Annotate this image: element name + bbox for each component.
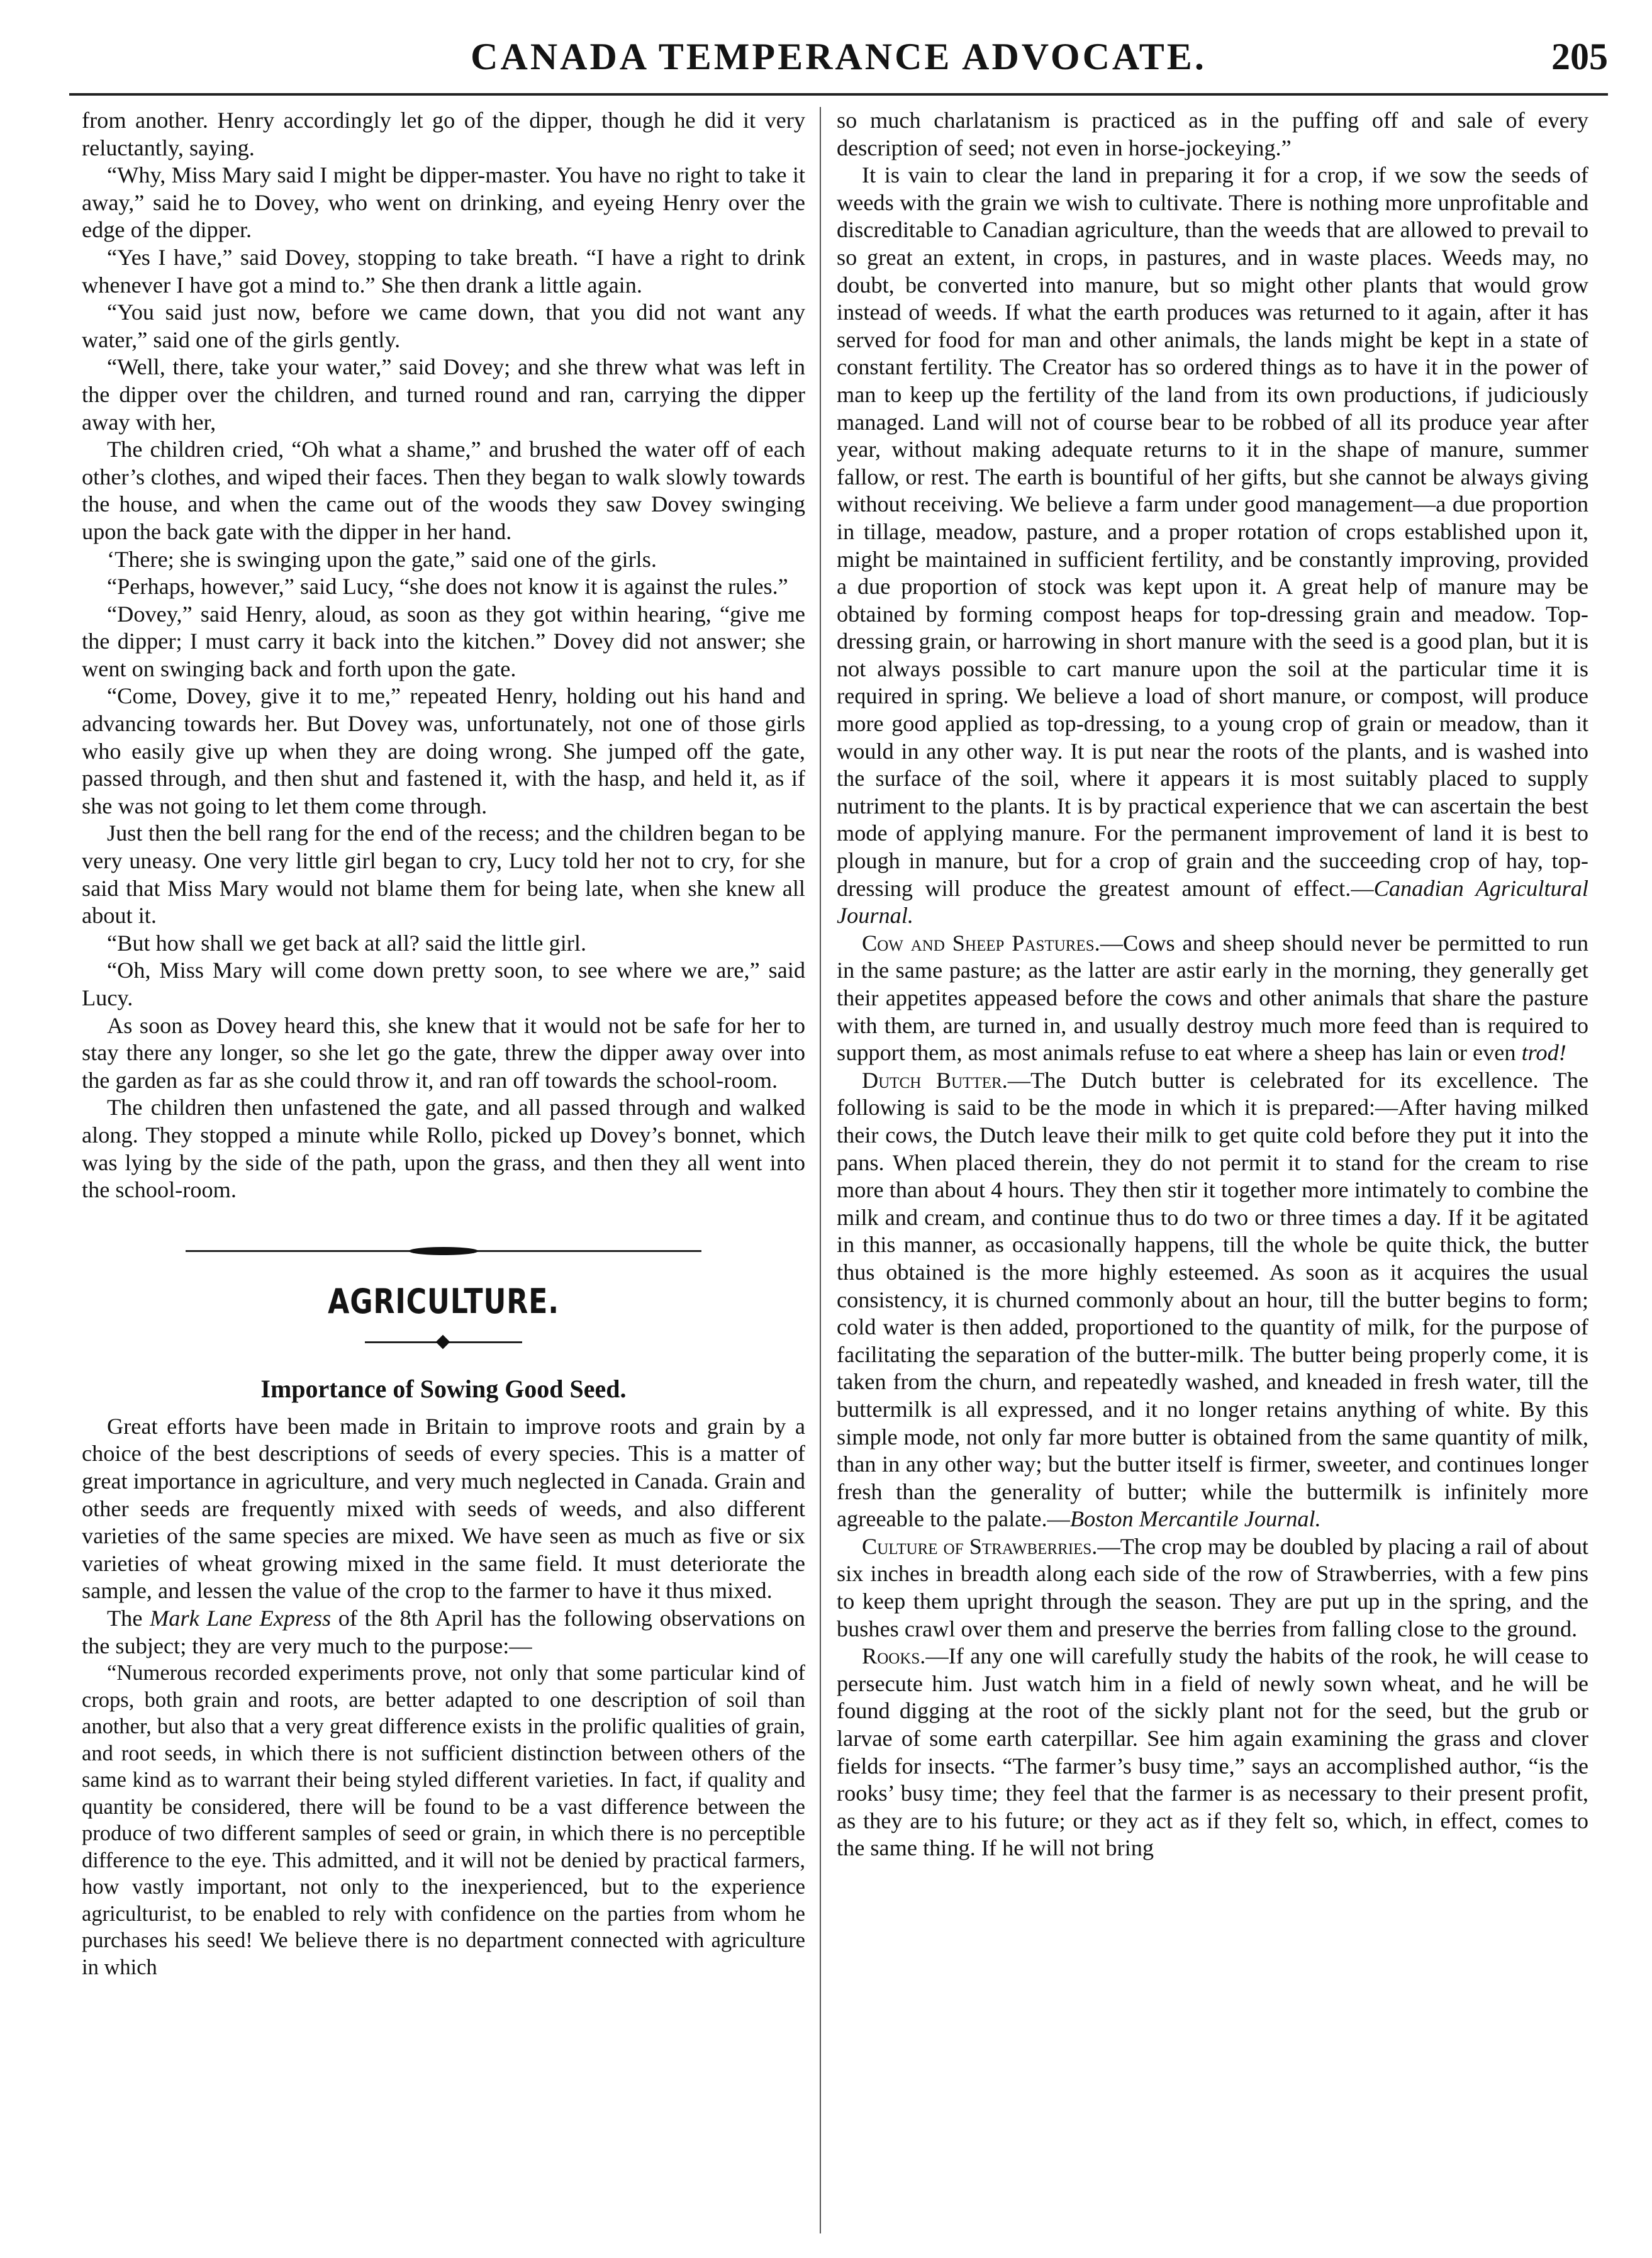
left-column	[82, 107, 805, 2233]
item-heading: Cow and Sheep Pastures.	[862, 930, 1100, 956]
page-number: 205	[1551, 36, 1608, 77]
heading-ornament	[82, 1330, 805, 1355]
source-credit: Canadian Agricultural Journal.	[837, 875, 1588, 929]
story-paragraph: The children cried, “Oh what a shame,” and brushed the water off of each other’s clothes, and wiped their faces. Then they began to walk slowly towards the house, and when the came out of the woods they saw Dovey swinging upon the back gate with the dipper in her hand.	[82, 437, 805, 544]
quoted-passage: “Numerous recorded experiments prove, not only that some particular kind of crops, both grain and roots, are better adapted to one description of soil than another, but also that a very great difference exists in the prolific qualities of grain, and root seeds, in which there is not sufficient distinction between others of the same kind as to warrant their being styled different varieties. In fact, if quality and quantity be considered, there will be found to be a vast difference between the produce of two different samples of seed or grain, in which there is no perceptible difference to the eye. This admitted, and it will not be denied by practical farmers, how vastly important, not only to the inexperienced, but to the experience agriculturist, to be enabled to rely with confidence on the parties from whom he purchases his seed! We believe there is no department connected with agriculture in which	[82, 1661, 805, 1979]
item-strawberries: Culture of Strawberries.—The crop may be doubled by placing a rail of about six inches in breadth along each side of the row of Strawberries, with a few pins to keep them upright through the season. They are put up in the spring, and the bushes crawl over them and preserve the berries from falling close to the ground.	[837, 1533, 1588, 1641]
section-separator	[82, 1229, 805, 1273]
item-heading: Dutch Butter.	[862, 1067, 1008, 1093]
publication-name: Mark Lane Express	[150, 1605, 332, 1631]
story-paragraph: “Well, there, take your water,” said Dovey; and she threw what was left in the dipper over the children, and turned round and ran, carrying the dipper away with her,	[82, 354, 805, 435]
story-paragraph: from another. Henry accordingly let go of the dipper, though he did it very reluctantly, saying.	[82, 108, 805, 160]
item-dutch-butter: Dutch Butter.—The Dutch butter is celebrated for its excellence. The following is said to be the mode in which it is prepared:—After having milked their cows, the Dutch leave their milk to get quite cold before they put it into the pans. When placed therein, they do not permit it to stand for the cream to rise more than about 4 hours. They then stir it together more intimately to combine the milk and cream, and continue thus to do two or three times a day. If it be agitated in this manner, as occasionally happens, till the whole be quite thick, the butter thus obtained is the more highly esteemed. As soon as it acquires the usual consistency, it is churned commonly about an hour, till the butter begins to form; cold water is then added, proportioned to the quantity of milk, for the purpose of facilitating the separation of the butter-milk. The butter being properly come, it is taken from the churn, and repeatedly washed, and kneaded in fresh water, till the buttermilk is all expressed, and it no longer retains anything of white. By this simple mode, not only far more butter is obtained from the same quantity of milk, than in any other way; but the butter itself is firmer, sweeter, and continues longer fresh than the generality of butter; while the buttermilk is infinitely more agreeable to the palate.—Boston Mercantile Journal.	[837, 1067, 1588, 1532]
running-head	[69, 30, 1608, 81]
story-paragraph: “Perhaps, however,” said Lucy, “she does not know it is against the rules.”	[107, 574, 788, 600]
article-paragraph: It is vain to clear the land in preparing it for a crop, if we sow the seeds of weeds with the grain we wish to cultivate. There is nothing more unprofitable and discreditable to Canadian agriculture, than the weeds that are allowed to prevail to so great an extent, in crops, in pastures, and in waste places. Weeds may, no doubt, be converted into manure, but so might other plants that would grow instead of weeds. If what the earth produces was returned to it again, after it has served for food for man and other animals, the lands might be kept in a state of constant fertility. The Creator has so ordered things as to have it in the power of man to keep up the fertility of the land from its own productions, if judiciously managed. Land will not of course bear to be robbed of all its produce year after year, without making adequate returns to it in the shape of manure, summer fallow, or rest. The earth is bountiful of her gifts, but she cannot be always giving without receiving. We believe a farm under good management—a due proportion in tillage, meadow, pasture, and a proper rotation of crops established upon it, might be maintained in sufficient fertility, and be constantly improving, provided a due proportion of stock was kept upon it. A great help of manure may be obtained by forming compost heaps for top-dressing grain and meadow. Top-dressing grain, or harrowing in short manure with the seed is a good plan, but it is not always possible to cart manure upon the soil at the particular time it is required in spring. We believe a load of short manure, or compost, will produce more good applied as top-dressing, to a young crop of grain or meadow, than it would in any other way. It is put near the roots of the plants, and is washed into the surface of the soil, where it appears it is most suitably placed to supply nutriment to the plants. It is by practical experience that we can ascertain the best mode of applying manure. For the permanent improvement of land it is best to plough in manure, but for a crop of grain and the succeeding crop of hay, top-dressing will produce the greatest amount of effect.—Canadian Agricultural Journal.	[837, 162, 1588, 929]
quote-continuation: so much charlatanism is practiced as in the puffing off and sale of every description of seed; not even in horse-jockeying.”	[837, 108, 1588, 160]
story-paragraph: “Yes I have,” said Dovey, stopping to take breath. “I have a right to drink whenever I have got a mind to.” She then drank a little again.	[82, 244, 805, 298]
header-rule	[69, 93, 1608, 96]
article-paragraph: Great efforts have been made in Britain to improve roots and grain by a choice of the best descriptions of seeds of every species. This is a matter of great importance in agriculture, and very much neglected in Canada. Grain and other seeds are frequently mixed with seeds of weeds, and also different varieties of the same species are mixed. We have seen as much as five or six varieties of wheat growing mixed in the same field. It must deteriorate the sample, and lessen the value of the crop to the farmer to have it thus mixed.	[82, 1413, 805, 1604]
column-divider	[820, 107, 821, 2233]
story-paragraph: “Dovey,” said Henry, aloud, as soon as they got within hearing, “give me the dipper; I must carry it back into the kitchen.” Dovey did not answer; she went on swinging back and forth upon the gate.	[82, 601, 805, 681]
article-title: Importance of Sowing Good Seed.	[260, 1374, 627, 1403]
story-paragraph: “Oh, Miss Mary will come down pretty soon, to see where we are,” said Lucy.	[82, 958, 805, 1010]
article-paragraph: The Mark Lane Express of the 8th April has the following observations on the subject; they are very much to the purpose:—	[82, 1605, 805, 1658]
story-paragraph: “But how shall we get back at all? said the little girl.	[107, 930, 587, 956]
story-paragraph: “You said just now, before we came down, that you did not want any water,” said one of the girls gently.	[82, 299, 805, 352]
story-paragraph: The children then unfastened the gate, and all passed through and walked along. They stopped a minute while Rollo, picked up Dovey’s bonnet, which was lying by the side of the path, upon the grass, and then they all went into the school-room.	[82, 1095, 805, 1203]
section-heading: AGRICULTURE.	[328, 1281, 559, 1321]
story-paragraph: “Why, Miss Mary said I might be dipper-master. You have no right to take it away,” said he to Dovey, who went on drinking, and eyeing Henry over the edge of the dipper.	[82, 162, 805, 243]
running-title: CANADA TEMPERANCE ADVOCATE.	[471, 36, 1207, 77]
story-paragraph: As soon as Dovey heard this, she knew that it would not be safe for her to stay there any longer, so she let go the gate, threw the dipper away over into the garden as far as she could throw it, and ran off towards the school-room.	[82, 1012, 805, 1093]
item-rooks: Rooks.—If any one will carefully study the habits of the rook, he will cease to persecute him. Just watch him in a field of newly sown wheat, and he will be found digging at the root of the sickly plant not for the seed, but the grub or larvae of some earth caterpillar. See him again examining the grass and clover fields for insects. “The farmer’s busy time,” says an accomplished author, “is the rooks’ busy time; they feel that the farmer is as necessary to their present profit, as they are to his future; or they act as if they felt so, which, in effect, comes to the same thing. If he will not bring	[837, 1643, 1588, 1861]
item-heading: Rooks.	[862, 1643, 926, 1669]
story-paragraph: “Come, Dovey, give it to me,” repeated Henry, holding out his hand and advancing towards her. But Dovey was, unfortunately, not one of those girls who easily give up when they are doing wrong. She jumped off the gate, passed through, and then shut and fastened it, with the hasp, and held it, as if she was not going to let them come through.	[82, 683, 805, 819]
source-credit: Boston Mercantile Journal.	[1069, 1506, 1321, 1532]
item-heading: Culture of Strawberries.	[862, 1533, 1098, 1559]
right-column	[837, 107, 1588, 2233]
story-paragraph: Just then the bell rang for the end of the recess; and the children began to be very uneasy. One very little girl began to cry, Lucy told her not to cry, for she said that Miss Mary would not blame them for being late, when she knew all about it.	[82, 820, 805, 929]
item-cow-sheep: Cow and Sheep Pastures.—Cows and sheep should never be permitted to run in the same pasture; as the latter are astir early in the morning, they generally get their appetites appeased before the cows and other animals that share the pasture with them, are turned in, and usually destroy much more feed than is required to support them, as most animals refuse to eat where a sheep has lain or even trod!	[837, 930, 1588, 1066]
story-paragraph: ‘There; she is swinging upon the gate,” said one of the girls.	[107, 546, 657, 572]
